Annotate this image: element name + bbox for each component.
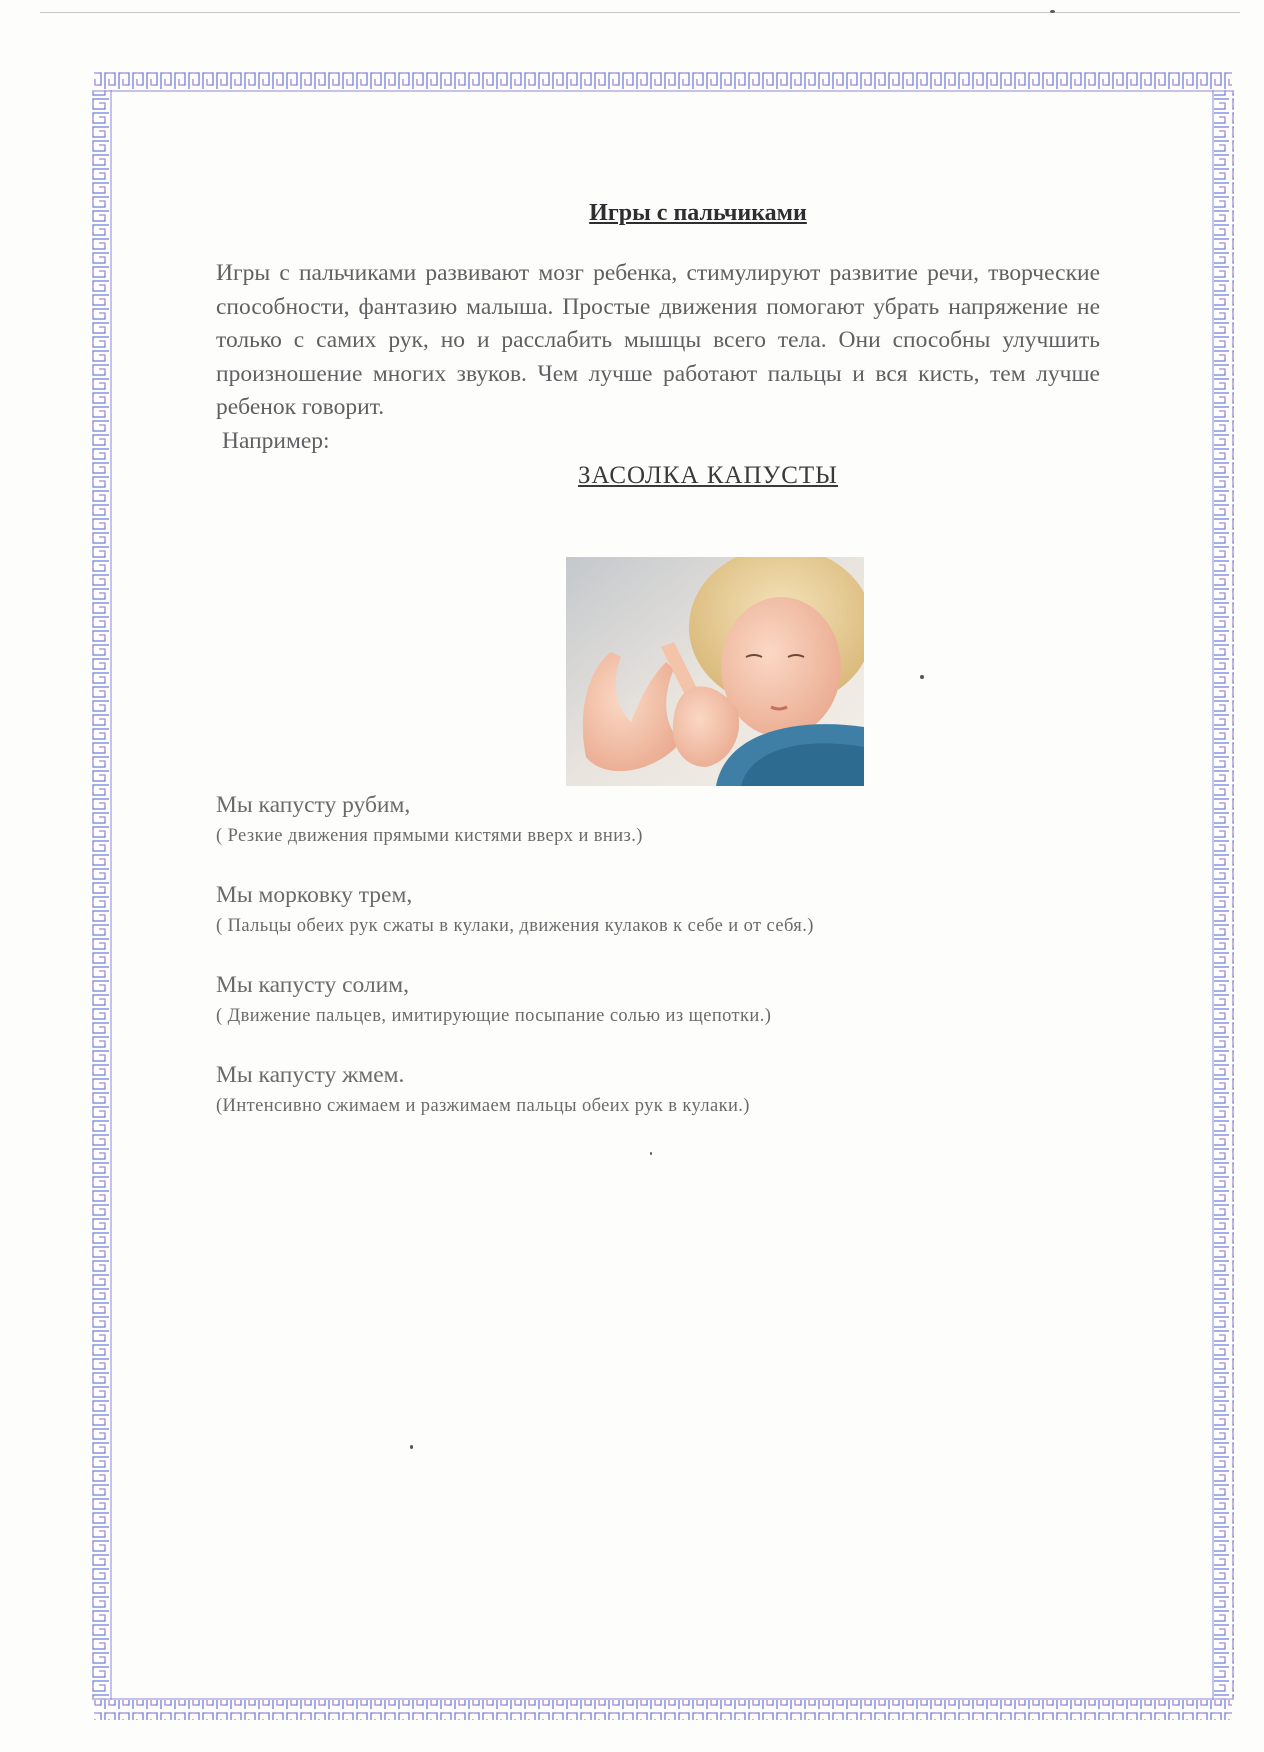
verse-line: Мы капусту жмем. — [216, 1062, 405, 1088]
scan-speck — [920, 675, 924, 679]
verse-item — [216, 968, 1116, 1030]
verse-item — [216, 1058, 1116, 1120]
verse-note: ( Пальцы обеих рук сжаты в кулаки, движения кулаков к себе и от себя.) — [216, 916, 814, 936]
verse-item — [216, 878, 1116, 940]
verse-line: Мы капусту солим, — [216, 972, 410, 998]
verse-line: Мы морковку трем, — [216, 882, 413, 908]
verse-note: ( Движение пальцев, имитирующие посыпание солью из щепотки.) — [216, 1006, 772, 1026]
verse-note: (Интенсивно сжимаем и разжимаем пальцы обеих рук в кулаки.) — [216, 1096, 750, 1116]
verse-item — [216, 788, 1116, 850]
verse-line: Мы капусту рубим, — [216, 792, 411, 818]
example-label: Например: — [222, 427, 330, 454]
verse-list — [216, 788, 1116, 1148]
child-finger-play-photo — [566, 557, 864, 786]
verse-note: ( Резкие движения прямыми кистями вверх и вниз.) — [216, 826, 643, 846]
scan-artifact-line — [40, 12, 1240, 13]
intro-paragraph: Игры с пальчиками развивают мозг ребенка, стимулируют развитие речи, творческие способности, фантазию малыша. Простые движения помогают убрать напряжение не только с самих рук, но и расслабить мышцы всего тела. Они способны улучшить произношение многих звуков. Чем лучше работают пальцы и вся кисть, тем лучше ребенок говорит. — [216, 260, 1100, 421]
game-title: ЗАСОЛКА КАПУСТЫ — [578, 461, 838, 489]
document-body — [216, 190, 1100, 490]
scan-speck — [1050, 10, 1055, 13]
page-title: Игры с пальчиками — [589, 200, 807, 226]
scan-speck — [650, 1152, 652, 1155]
scan-speck — [410, 1445, 413, 1449]
